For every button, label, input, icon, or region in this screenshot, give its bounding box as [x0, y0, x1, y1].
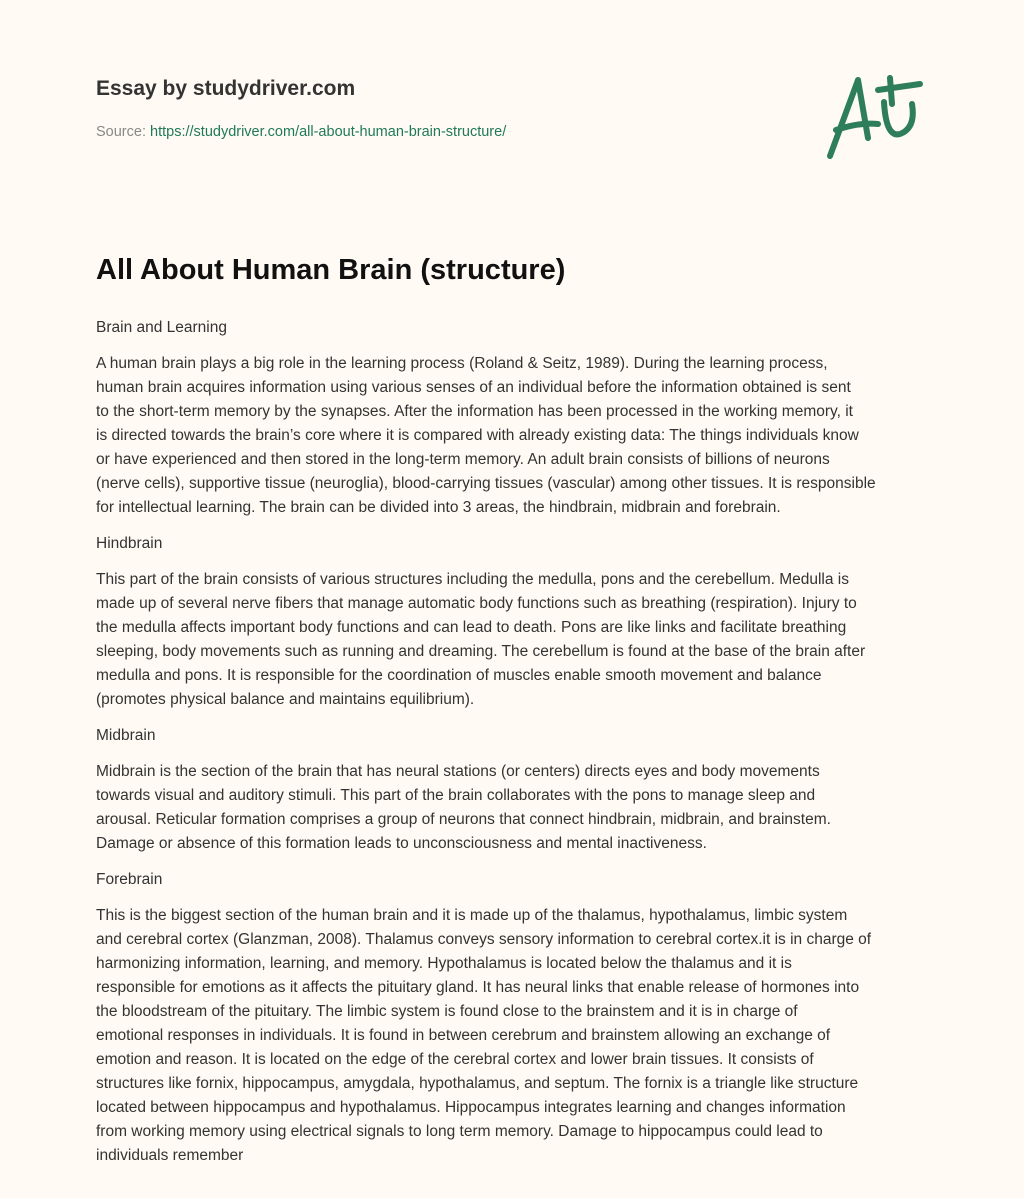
section-paragraph	[96, 904, 936, 1168]
paragraph-line: emotional responses in individuals. It is found in between cerebrum and brainstem allowing an exchange of	[96, 1027, 831, 1044]
paragraph-line: arousal. Reticular formation comprises a group of neurons that connect hindbrain, midbrain, and brainstem.	[96, 811, 831, 828]
section-heading: Forebrain	[96, 871, 163, 888]
paragraph-line: sleeping, body movements such as running and dreaming. The cerebellum is found at the base of the brain after	[96, 643, 866, 660]
site-brand: Essay by studydriver.com	[96, 77, 356, 100]
section-heading: Midbrain	[96, 727, 156, 744]
paragraph-line: the bloodstream of the pituitary. The limbic system is found close to the brainstem and it is in charge of	[96, 1003, 798, 1020]
section-paragraph	[96, 352, 936, 520]
paragraph-line: individuals remember	[96, 1147, 244, 1164]
section-paragraph	[96, 760, 936, 856]
paragraph-line: human brain acquires information using various senses of an individual before the information obtained is sent	[96, 379, 851, 396]
source-link[interactable]: https://studydriver.com/all-about-human-brain-structure/	[150, 124, 507, 140]
source-line	[96, 124, 506, 140]
paragraph-line: made up of several nerve fibers that manage automatic body functions such as breathing (respiration). Injury to	[96, 595, 857, 612]
section-paragraph	[96, 568, 936, 712]
paragraph-line: (promotes physical balance and maintains equilibrium).	[96, 691, 475, 708]
paragraph-line: the medulla affects important body functions and can lead to death. Pons are like links and facilitate breathing	[96, 619, 847, 636]
paragraph-line: A human brain plays a big role in the learning process (Roland & Seitz, 1989). During the learning process,	[96, 355, 828, 372]
paragraph-line: This is the biggest section of the human brain and it is made up of the thalamus, hypothalamus, limbic system	[96, 907, 848, 924]
paragraph-line: for intellectual learning. The brain can be divided into 3 areas, the hindbrain, midbrain and forebrain.	[96, 499, 781, 516]
section-heading: Hindbrain	[96, 535, 163, 552]
paragraph-line: structures like fornix, hippocampus, amygdala, hypothalamus, and septum. The fornix is a triangle like structure	[96, 1075, 859, 1092]
paragraph-line: towards visual and auditory stimuli. This part of the brain collaborates with the pons to manage sleep and	[96, 787, 816, 804]
paragraph-line: (nerve cells), supportive tissue (neuroglia), blood-carrying tissues (vascular) among other tissues. It is responsible	[96, 475, 876, 492]
paragraph-line: medulla and pons. It is responsible for the coordination of muscles enable smooth movement and balance	[96, 667, 822, 684]
section-heading: Brain and Learning	[96, 319, 227, 336]
paragraph-line: Damage or absence of this formation leads to unconsciousness and mental inactiveness.	[96, 835, 707, 852]
paragraph-line: This part of the brain consists of various structures including the medulla, pons and the cerebellum. Medulla is	[96, 571, 849, 588]
paragraph-line: emotion and reason. It is located on the edge of the cerebral cortex and lower brain tissues. It consists of	[96, 1051, 814, 1068]
paragraph-line: or have experienced and then stored in the long-term memory. An adult brain consists of billions of neurons	[96, 451, 830, 468]
essay-body	[96, 316, 936, 1180]
paragraph-line: and cerebral cortex (Glanzman, 2008). Thalamus conveys sensory information to cerebral cortex.it is in charge of	[96, 931, 872, 948]
a-plus-logo-icon	[820, 68, 930, 168]
paragraph-line: to the short-term memory by the synapses. After the information has been processed in the working memory, it	[96, 403, 853, 420]
paragraph-line: located between hippocampus and hypothalamus. Hippocampus integrates learning and changes information	[96, 1099, 846, 1116]
source-label: Source:	[96, 124, 146, 140]
paragraph-line: Midbrain is the section of the brain that has neural stations (or centers) directs eyes and body movements	[96, 763, 820, 780]
paragraph-line: is directed towards the brain’s core where it is compared with already existing data: The things individuals know	[96, 427, 859, 444]
paragraph-line: responsible for emotions as it affects the pituitary gland. It has neural links that enable release of hormones into	[96, 979, 860, 996]
page-title: All About Human Brain (structure)	[96, 254, 566, 286]
paragraph-line: from working memory using electrical signals to long term memory. Damage to hippocampus could lead to	[96, 1123, 823, 1140]
paragraph-line: harmonizing information, learning, and memory. Hypothalamus is located below the thalamus and it is	[96, 955, 792, 972]
